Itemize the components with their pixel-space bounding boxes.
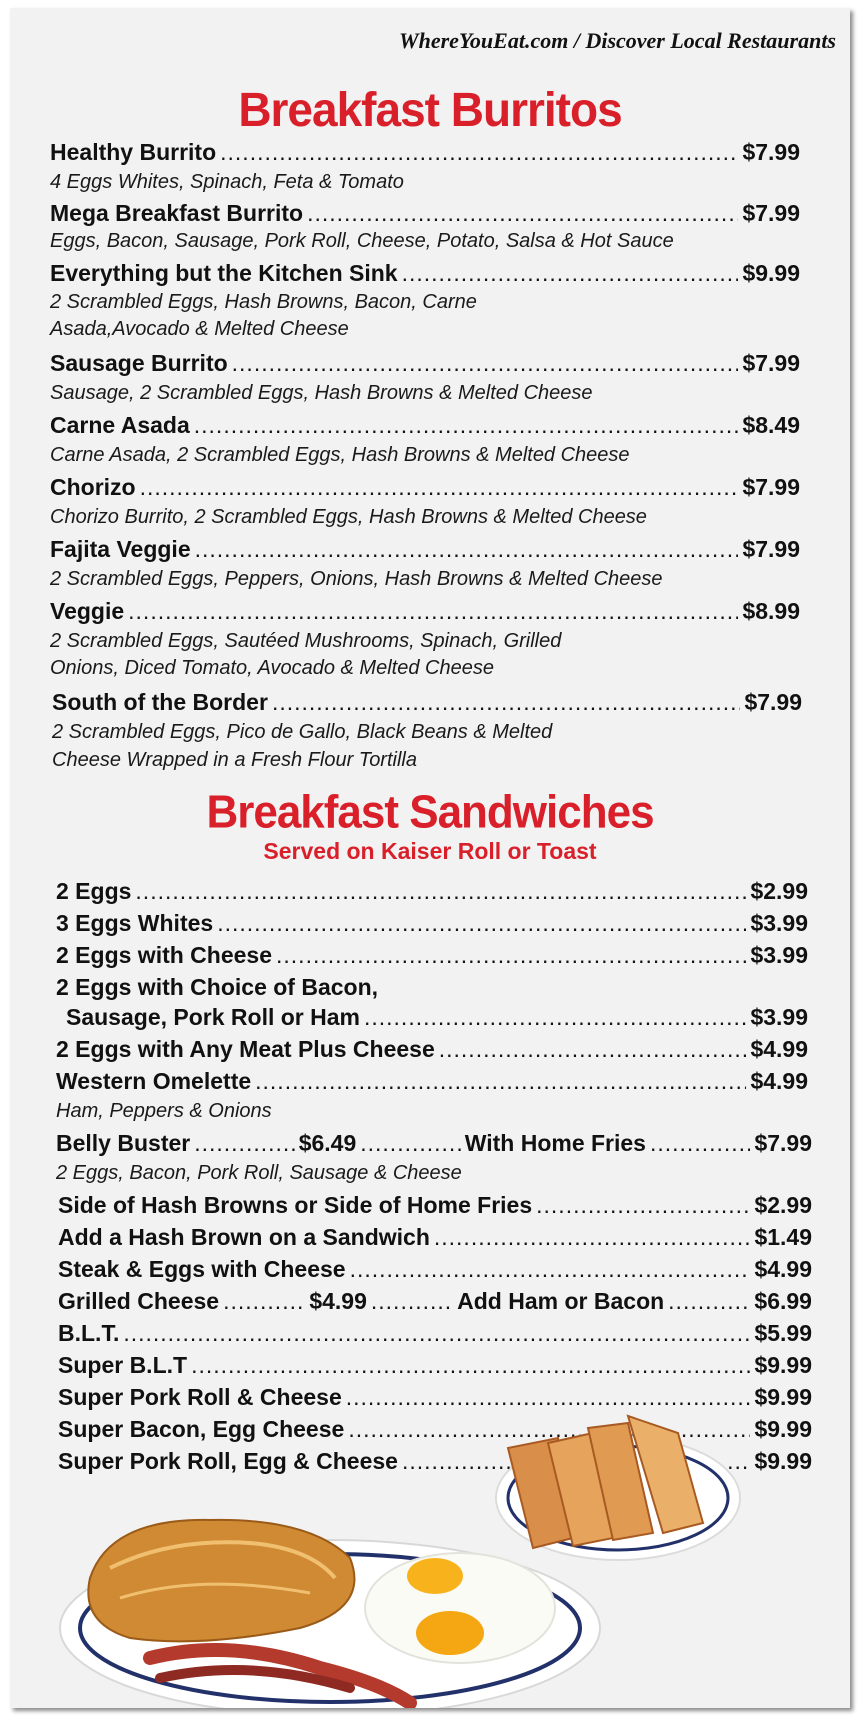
item-description: 4 Eggs Whites, Spinach, Feta & Tomato xyxy=(50,171,404,193)
menu-item: Fajita Veggie ..... $7.99 xyxy=(50,536,800,563)
menu-item: B.L.T. ..... $5.99 xyxy=(58,1320,812,1347)
menu-item: Super Pork Roll & Cheese ..... $9.99 xyxy=(58,1384,812,1411)
menu-item: Veggie ..... $8.99 xyxy=(50,598,800,625)
menu-item: Super Bacon, Egg Cheese ..... $9.99 xyxy=(58,1416,812,1443)
site-brand: WhereYouEat.com / Discover Local Restaurants xyxy=(399,28,836,53)
item-description: 2 Scrambled Eggs, Sautéed Mushrooms, Spinach, Grilled xyxy=(50,630,562,652)
item-description: Asada,Avocado & Melted Cheese xyxy=(50,318,349,340)
menu-item: Belly Buster ..... $6.49 ..... With Home Fries ..... $7.99 xyxy=(56,1130,812,1157)
item-description: Cheese Wrapped in a Fresh Flour Tortilla xyxy=(52,749,417,771)
menu-item: Super B.L.T ..... $9.99 xyxy=(58,1352,812,1379)
menu-item: 2 Eggs with Any Meat Plus Cheese ..... $4.99 xyxy=(56,1036,808,1063)
menu-item: Add a Hash Brown on a Sandwich ..... $1.49 xyxy=(58,1224,812,1251)
menu-item: Mega Breakfast Burrito ..... $7.99 xyxy=(50,200,800,227)
menu-item: Healthy Burrito ..... $7.99 xyxy=(50,139,800,166)
menu-item: South of the Border ..... $7.99 xyxy=(52,689,802,716)
menu-page xyxy=(10,8,850,1708)
item-description: 2 Scrambled Eggs, Pico de Gallo, Black Beans & Melted xyxy=(52,721,553,743)
menu-item: Side of Hash Browns or Side of Home Fries ..... $2.99 xyxy=(58,1192,812,1219)
menu-item: Chorizo ..... $7.99 xyxy=(50,474,800,501)
menu-item: 2 Eggs with Cheese ..... $3.99 xyxy=(56,942,808,969)
menu-item: Super Pork Roll, Egg & Cheese ..... $9.99 xyxy=(58,1448,812,1475)
menu-item: Sausage, Pork Roll or Ham ..... $3.99 xyxy=(66,1004,808,1031)
menu-item: Everything but the Kitchen Sink ..... $9.99 xyxy=(50,260,800,287)
menu-item: 3 Eggs Whites ..... $3.99 xyxy=(56,910,808,937)
item-description: 2 Scrambled Eggs, Peppers, Onions, Hash Browns & Melted Cheese xyxy=(50,568,663,590)
item-description: Carne Asada, 2 Scrambled Eggs, Hash Browns & Melted Cheese xyxy=(50,444,630,466)
item-description: 2 Eggs, Bacon, Pork Roll, Sausage & Cheese xyxy=(56,1162,462,1184)
menu-item: Western Omelette ..... $4.99 xyxy=(56,1068,808,1095)
item-description: Onions, Diced Tomato, Avocado & Melted Cheese xyxy=(50,657,494,679)
item-description: Chorizo Burrito, 2 Scrambled Eggs, Hash Browns & Melted Cheese xyxy=(50,506,647,528)
item-description: Eggs, Bacon, Sausage, Pork Roll, Cheese, Potato, Salsa & Hot Sauce xyxy=(50,230,674,252)
burritos-heading: Breakfast Burritos xyxy=(238,81,622,137)
menu-item: Steak & Eggs with Cheese ..... $4.99 xyxy=(58,1256,812,1283)
item-description: Sausage, 2 Scrambled Eggs, Hash Browns & Melted Cheese xyxy=(50,382,593,404)
sandwiches-heading: Breakfast Sandwiches xyxy=(206,786,654,839)
sandwiches-subheading: Served on Kaiser Roll or Toast xyxy=(263,838,597,864)
menu-item: 2 Eggs with Choice of Bacon, xyxy=(56,974,379,1000)
menu-item: 2 Eggs ..... $2.99 xyxy=(56,878,808,905)
menu-item: Carne Asada ..... $8.49 xyxy=(50,412,800,439)
menu-item: Grilled Cheese ..... $4.99 ..... Add Ham or Bacon ..... $6.99 xyxy=(58,1288,812,1315)
breakfast-plate-image xyxy=(50,1498,610,1708)
menu-item: Sausage Burrito ..... $7.99 xyxy=(50,350,800,377)
item-description: 2 Scrambled Eggs, Hash Browns, Bacon, Carne xyxy=(50,291,477,313)
item-description: Ham, Peppers & Onions xyxy=(56,1100,272,1122)
